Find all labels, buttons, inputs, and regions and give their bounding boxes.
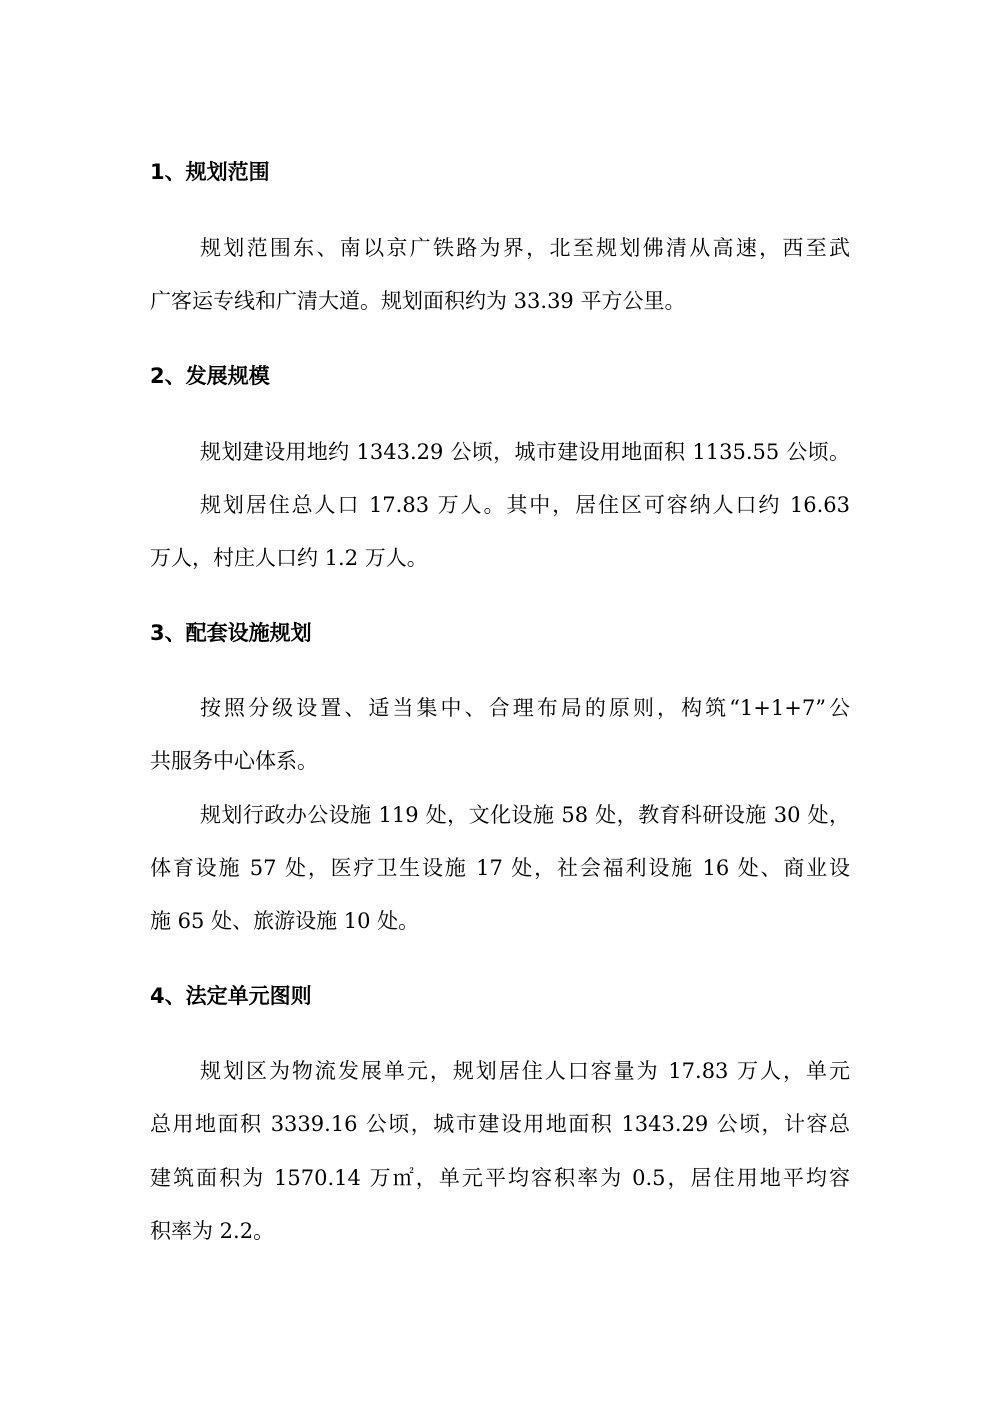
section-heading: 4、法定单元图则 [150, 984, 312, 1008]
paragraph-line: 建筑面积为 1570.14 万㎡，单元平均容积率为 0.5，居住用地平均容 [150, 1166, 850, 1190]
paragraph-line: 规划区为物流发展单元，规划居住人口容量为 17.83 万人，单元 [200, 1059, 850, 1083]
paragraph-line: 规划居住总人口 17.83 万人。其中，居住区可容纳人口约 16.63 [200, 493, 850, 517]
paragraph-line: 按照分级设置、适当集中、合理布局的原则，构筑“1+1+7”公 [200, 696, 850, 720]
paragraph-line: 共服务中心体系。 [150, 749, 318, 773]
paragraph-line: 体育设施 57 处，医疗卫生设施 17 处，社会福利设施 16 处、商业设 [150, 856, 850, 880]
paragraph-line: 规划行政办公设施 119 处，文化设施 58 处，教育科研设施 30 处， [200, 803, 850, 827]
paragraph-line: 施 65 处、旅游设施 10 处。 [150, 909, 420, 933]
paragraph-line: 总用地面积 3339.16 公顷，城市建设用地面积 1343.29 公顷，计容总 [150, 1112, 850, 1136]
section-heading: 1、规划范围 [150, 160, 270, 184]
paragraph-line: 规划范围东、南以京广铁路为界，北至规划佛清从高速，西至武 [200, 236, 850, 260]
paragraph-line: 万人，村庄人口约 1.2 万人。 [150, 546, 428, 570]
paragraph-line: 广客运专线和广清大道。规划面积约为 33.39 平方公里。 [150, 289, 686, 313]
section-heading: 3、配套设施规划 [150, 621, 312, 645]
section-heading: 2、发展规模 [150, 364, 270, 388]
paragraph-line: 规划建设用地约 1343.29 公顷，城市建设用地面积 1135.55 公顷。 [200, 440, 850, 464]
paragraph-line: 积率为 2.2。 [150, 1219, 275, 1243]
